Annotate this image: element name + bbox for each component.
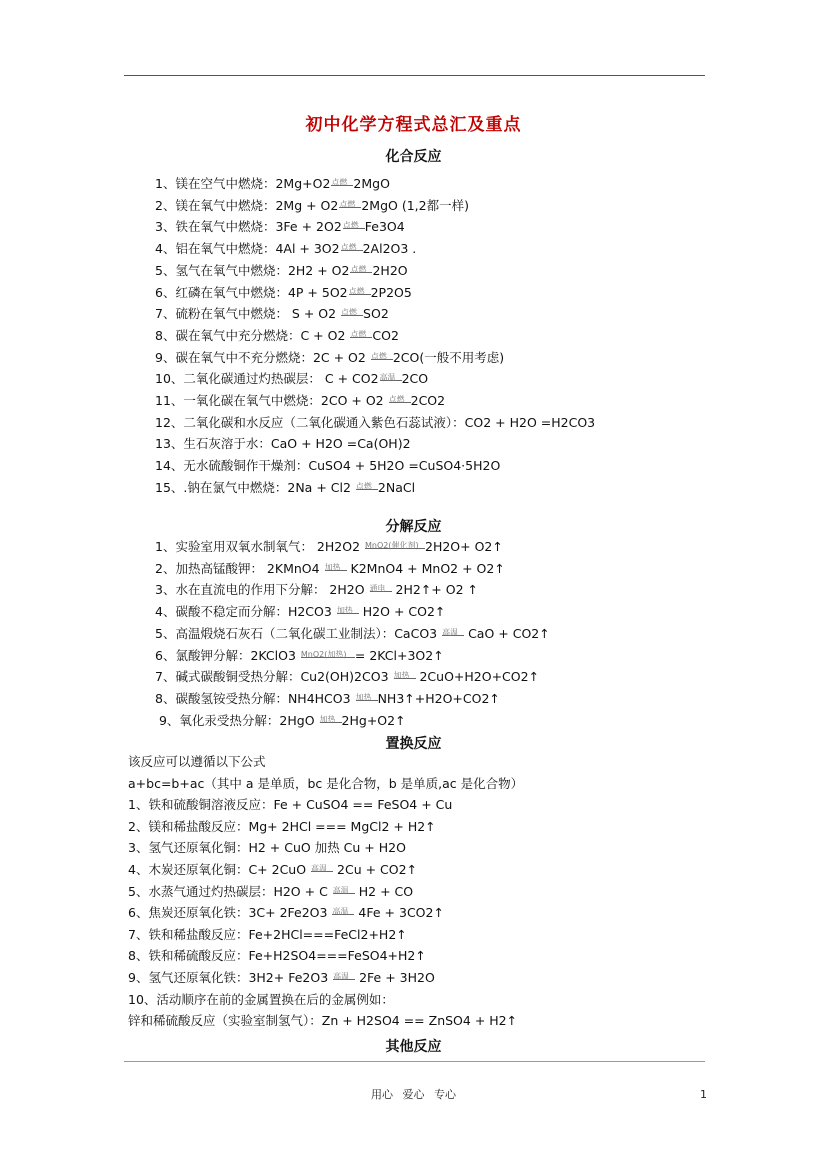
equation-left: 7、碱式碳酸铜受热分解：Cu2(OH)2CO3 — [155, 669, 393, 685]
reaction-line — [155, 626, 550, 642]
condition-label: MnO2(催化剂) — [365, 541, 419, 550]
reaction-line — [128, 1013, 517, 1029]
footer-rule — [124, 1061, 705, 1062]
equation-right: 2H2↑+ O2 ↑ — [391, 582, 478, 598]
condition-label: 点燃 — [350, 329, 367, 339]
reaction-line — [155, 328, 399, 344]
reaction-line — [155, 263, 408, 279]
reaction-line — [155, 669, 539, 685]
equation-right: 2CO(一般不用考虑) — [392, 349, 505, 365]
reaction-line — [155, 458, 500, 474]
condition-label: 点燃 — [342, 221, 359, 231]
reaction-line — [128, 927, 407, 943]
reaction-condition — [350, 264, 372, 275]
reaction-condition — [388, 395, 411, 405]
reaction-line — [128, 797, 452, 813]
reaction-condition — [442, 627, 464, 638]
reaction-line — [128, 819, 436, 835]
equation-left: 7、硫粉在氧气中燃烧： S + O2 — [155, 306, 341, 322]
equation-left: 9、碳在氧气中不充分燃烧：2C + O2 — [155, 349, 370, 365]
equation-left: 7、铁和稀盐酸反应：Fe+2HCl===FeCl2+H2↑ — [128, 926, 407, 942]
equation-left: 3、氢气还原氧化铜：H2 + CuO 加热 Cu + H2O — [128, 840, 406, 856]
equation-left: 10、二氧化碳通过灼热碳层： C + CO2 — [155, 371, 379, 387]
reaction-line — [155, 219, 405, 235]
equation-right: 2P2O5 — [370, 284, 412, 300]
reaction-line — [128, 905, 444, 921]
equation-right: = 2KCl+3O2↑ — [354, 647, 444, 663]
condition-label: 通电 — [369, 584, 386, 594]
equation-right: H2 + CO — [354, 883, 414, 899]
reaction-line — [155, 371, 428, 387]
equation-left: a+bc=b+ac（其中 a 是单质，bc 是化合物，b 是单质,ac 是化合物） — [128, 775, 524, 791]
condition-label: 加热 — [336, 606, 353, 616]
equation-right: Fe3O4 — [364, 219, 405, 235]
document-title: 初中化学方程式总汇及重点 — [305, 115, 522, 135]
page-footer: 用心 爱心 专心 — [371, 1088, 456, 1101]
equation-left: 4、木炭还原氧化铜：C+ 2CuO — [128, 862, 311, 877]
equation-right: CO2 — [372, 327, 399, 343]
reaction-line — [155, 582, 478, 598]
equation-left: 5、水蒸气通过灼热碳层：H2O + C — [128, 883, 332, 899]
reaction-condition — [365, 541, 425, 551]
equation-right: H2O + CO2↑ — [358, 604, 446, 620]
reaction-condition — [341, 308, 363, 318]
equation-left: 2、加热高锰酸钾： 2KMnO4 — [155, 560, 324, 576]
condition-label: 加热 — [319, 714, 336, 724]
equation-left: 8、碳在氧气中充分燃烧：C + O2 — [155, 327, 350, 343]
equation-right: 2NaCl — [377, 479, 416, 495]
equation-right: 2H2O — [372, 262, 408, 278]
reaction-line — [155, 415, 595, 431]
reaction-line — [155, 539, 503, 555]
reaction-condition — [324, 562, 347, 573]
equation-left: 13、生石灰溶于水：CaO + H2O =Ca(OH)2 — [155, 436, 411, 452]
condition-label: 点燃 — [350, 264, 367, 274]
reaction-line — [155, 241, 416, 257]
reaction-condition — [350, 329, 372, 340]
page-number: 1 — [700, 1088, 707, 1101]
equation-left: 8、铁和稀硫酸反应：Fe+H2SO4===FeSO4+H2↑ — [128, 948, 426, 964]
reaction-line — [155, 604, 445, 620]
equation-left: 2、镁和稀盐酸反应：Mg+ 2HCl === MgCl2 + H2↑ — [128, 818, 436, 834]
equation-right: 2CO — [401, 371, 429, 387]
reaction-line — [128, 948, 426, 964]
condition-label: 高温 — [332, 907, 349, 917]
condition-label: 点燃 — [340, 243, 357, 253]
equation-left: 9、氧化汞受热分解：2HgO — [155, 712, 319, 728]
equation-left: 10、活动顺序在前的金属置换在后的金属例如： — [128, 991, 394, 1007]
reaction-line — [155, 350, 504, 366]
equation-right: 2Hg+O2↑ — [341, 712, 406, 728]
reaction-line — [128, 884, 413, 900]
equation-left: 3、水在直流电的作用下分解： 2H2O — [155, 582, 369, 598]
reaction-line — [128, 862, 417, 878]
reaction-condition — [340, 243, 363, 253]
condition-label: 点燃 — [339, 199, 356, 209]
reaction-condition — [311, 864, 333, 874]
reaction-line — [155, 285, 412, 301]
condition-label: 加热 — [393, 671, 410, 681]
equation-left: 12、二氧化碳和水反应（二氧化碳通入紫色石蕊试液）：CO2 + H2O =H2CO3 — [155, 414, 596, 430]
equation-right: SO2 — [363, 306, 389, 322]
equation-left: 5、氢气在氧气中燃烧：2H2 + O2 — [155, 262, 350, 278]
equation-right: 2Cu + CO2↑ — [333, 862, 418, 877]
equation-left: 9、氢气还原氧化铁：3H2+ Fe2O3 — [128, 970, 333, 985]
equation-right: NH3↑+H2O+CO2↑ — [377, 690, 500, 706]
equation-left: 4、碳酸不稳定而分解：H2CO3 — [155, 604, 336, 620]
equation-left: 8、碳酸氢铵受热分解：NH4HCO3 — [155, 690, 355, 706]
condition-label: 点燃 — [341, 308, 358, 318]
reaction-condition — [393, 671, 416, 681]
reaction-condition — [300, 649, 355, 660]
reaction-line — [155, 306, 389, 322]
equation-left: 15、.钠在氯气中燃烧：2Na + Cl2 — [155, 479, 355, 495]
equation-left: 6、氯酸钾分解：2KClO3 — [155, 647, 300, 663]
reaction-condition — [332, 885, 355, 896]
equation-right: 2H2O+ O2↑ — [425, 539, 503, 554]
reaction-condition — [369, 584, 392, 594]
reaction-line — [128, 754, 266, 770]
condition-label: 加热 — [324, 562, 341, 572]
reaction-condition — [331, 178, 353, 188]
reaction-condition — [348, 286, 371, 297]
equation-left: 14、无水硫酸铜作干燥剂：CuSO4 + 5H2O =CuSO4·5H2O — [155, 458, 501, 474]
equation-left: 该反应可以遵循以下公式 — [128, 754, 266, 769]
condition-label: 点燃 — [388, 395, 405, 404]
reaction-line — [155, 691, 500, 707]
equation-right: K2MnO4 + MnO2 + O2↑ — [346, 560, 505, 576]
equation-right: 2MgO — [353, 176, 390, 191]
header-rule — [124, 75, 705, 76]
reaction-line — [128, 840, 406, 856]
reaction-line — [128, 970, 435, 986]
reaction-line — [155, 480, 415, 496]
reaction-condition — [355, 692, 378, 703]
reaction-condition — [339, 199, 361, 210]
condition-label: 加热 — [355, 692, 372, 702]
condition-label: 点燃 — [370, 351, 387, 361]
condition-label: 高温 — [311, 864, 328, 873]
section-heading-other: 其他反应 — [385, 1039, 442, 1055]
equation-left: 4、铝在氧气中燃烧：4Al + 3O2 — [155, 241, 340, 257]
equation-right: 2MgO (1,2都一样) — [361, 197, 469, 213]
reaction-line — [155, 436, 411, 452]
equation-right: 2Al2O3 . — [362, 241, 417, 257]
equation-left: 1、铁和硫酸铜溶液反应：Fe + CuSO4 == FeSO4 + Cu — [128, 797, 453, 813]
condition-label: 高温 — [379, 373, 396, 383]
equation-left: 6、红磷在氧气中燃烧：4P + 5O2 — [155, 284, 348, 300]
reaction-line — [128, 776, 523, 792]
equation-right: 2Fe + 3H2O — [355, 970, 435, 985]
section-heading-displacement: 置换反应 — [385, 736, 442, 752]
section-heading-decomposition: 分解反应 — [385, 519, 442, 535]
condition-label: 高温 — [442, 627, 459, 637]
condition-label: 高温 — [333, 972, 350, 981]
equation-right: 2CO2 — [410, 393, 446, 408]
reaction-condition — [336, 606, 359, 616]
reaction-condition — [379, 373, 402, 383]
condition-label: 点燃 — [355, 481, 372, 491]
reaction-line — [155, 198, 469, 214]
reaction-condition — [332, 907, 354, 917]
reaction-line — [155, 561, 505, 577]
equation-left: 5、高温煅烧石灰石（二氧化碳工业制法）：CaCO3 — [155, 625, 442, 641]
equation-left: 2、镁在氧气中燃烧：2Mg + O2 — [155, 197, 339, 213]
reaction-condition — [355, 481, 378, 492]
reaction-line — [128, 992, 394, 1008]
equation-right: CaO + CO2↑ — [464, 625, 550, 641]
reaction-line — [155, 713, 406, 729]
reaction-condition — [319, 714, 342, 725]
equation-left: 3、铁在氧气中燃烧：3Fe + 2O2 — [155, 219, 342, 235]
equation-left: 6、焦炭还原氧化铁：3C+ 2Fe2O3 — [128, 905, 332, 921]
condition-label: 点燃 — [348, 286, 365, 296]
equation-left: 1、实验室用双氧水制氧气： 2H2O2 — [155, 539, 364, 554]
equation-left: 11、一氧化碳在氧气中燃烧：2CO + O2 — [155, 393, 388, 408]
reaction-line — [155, 393, 445, 409]
equation-left: 锌和稀硫酸反应（实验室制氢气）：Zn + H2SO4 == ZnSO4 + H2↑ — [128, 1013, 518, 1029]
reaction-condition — [370, 351, 393, 362]
reaction-condition — [342, 221, 365, 231]
reaction-line — [155, 176, 390, 192]
equation-left: 1、镁在空气中燃烧：2Mg+O2 — [155, 176, 331, 191]
condition-label: 点燃 — [331, 178, 348, 187]
equation-right: 2CuO+H2O+CO2↑ — [415, 669, 540, 685]
reaction-line — [155, 648, 444, 664]
condition-label: 高温 — [332, 885, 349, 895]
equation-right: 4Fe + 3CO2↑ — [354, 905, 444, 921]
reaction-condition — [333, 972, 355, 982]
condition-label: MnO2(加热) — [300, 649, 347, 659]
section-heading-combination: 化合反应 — [385, 149, 442, 165]
